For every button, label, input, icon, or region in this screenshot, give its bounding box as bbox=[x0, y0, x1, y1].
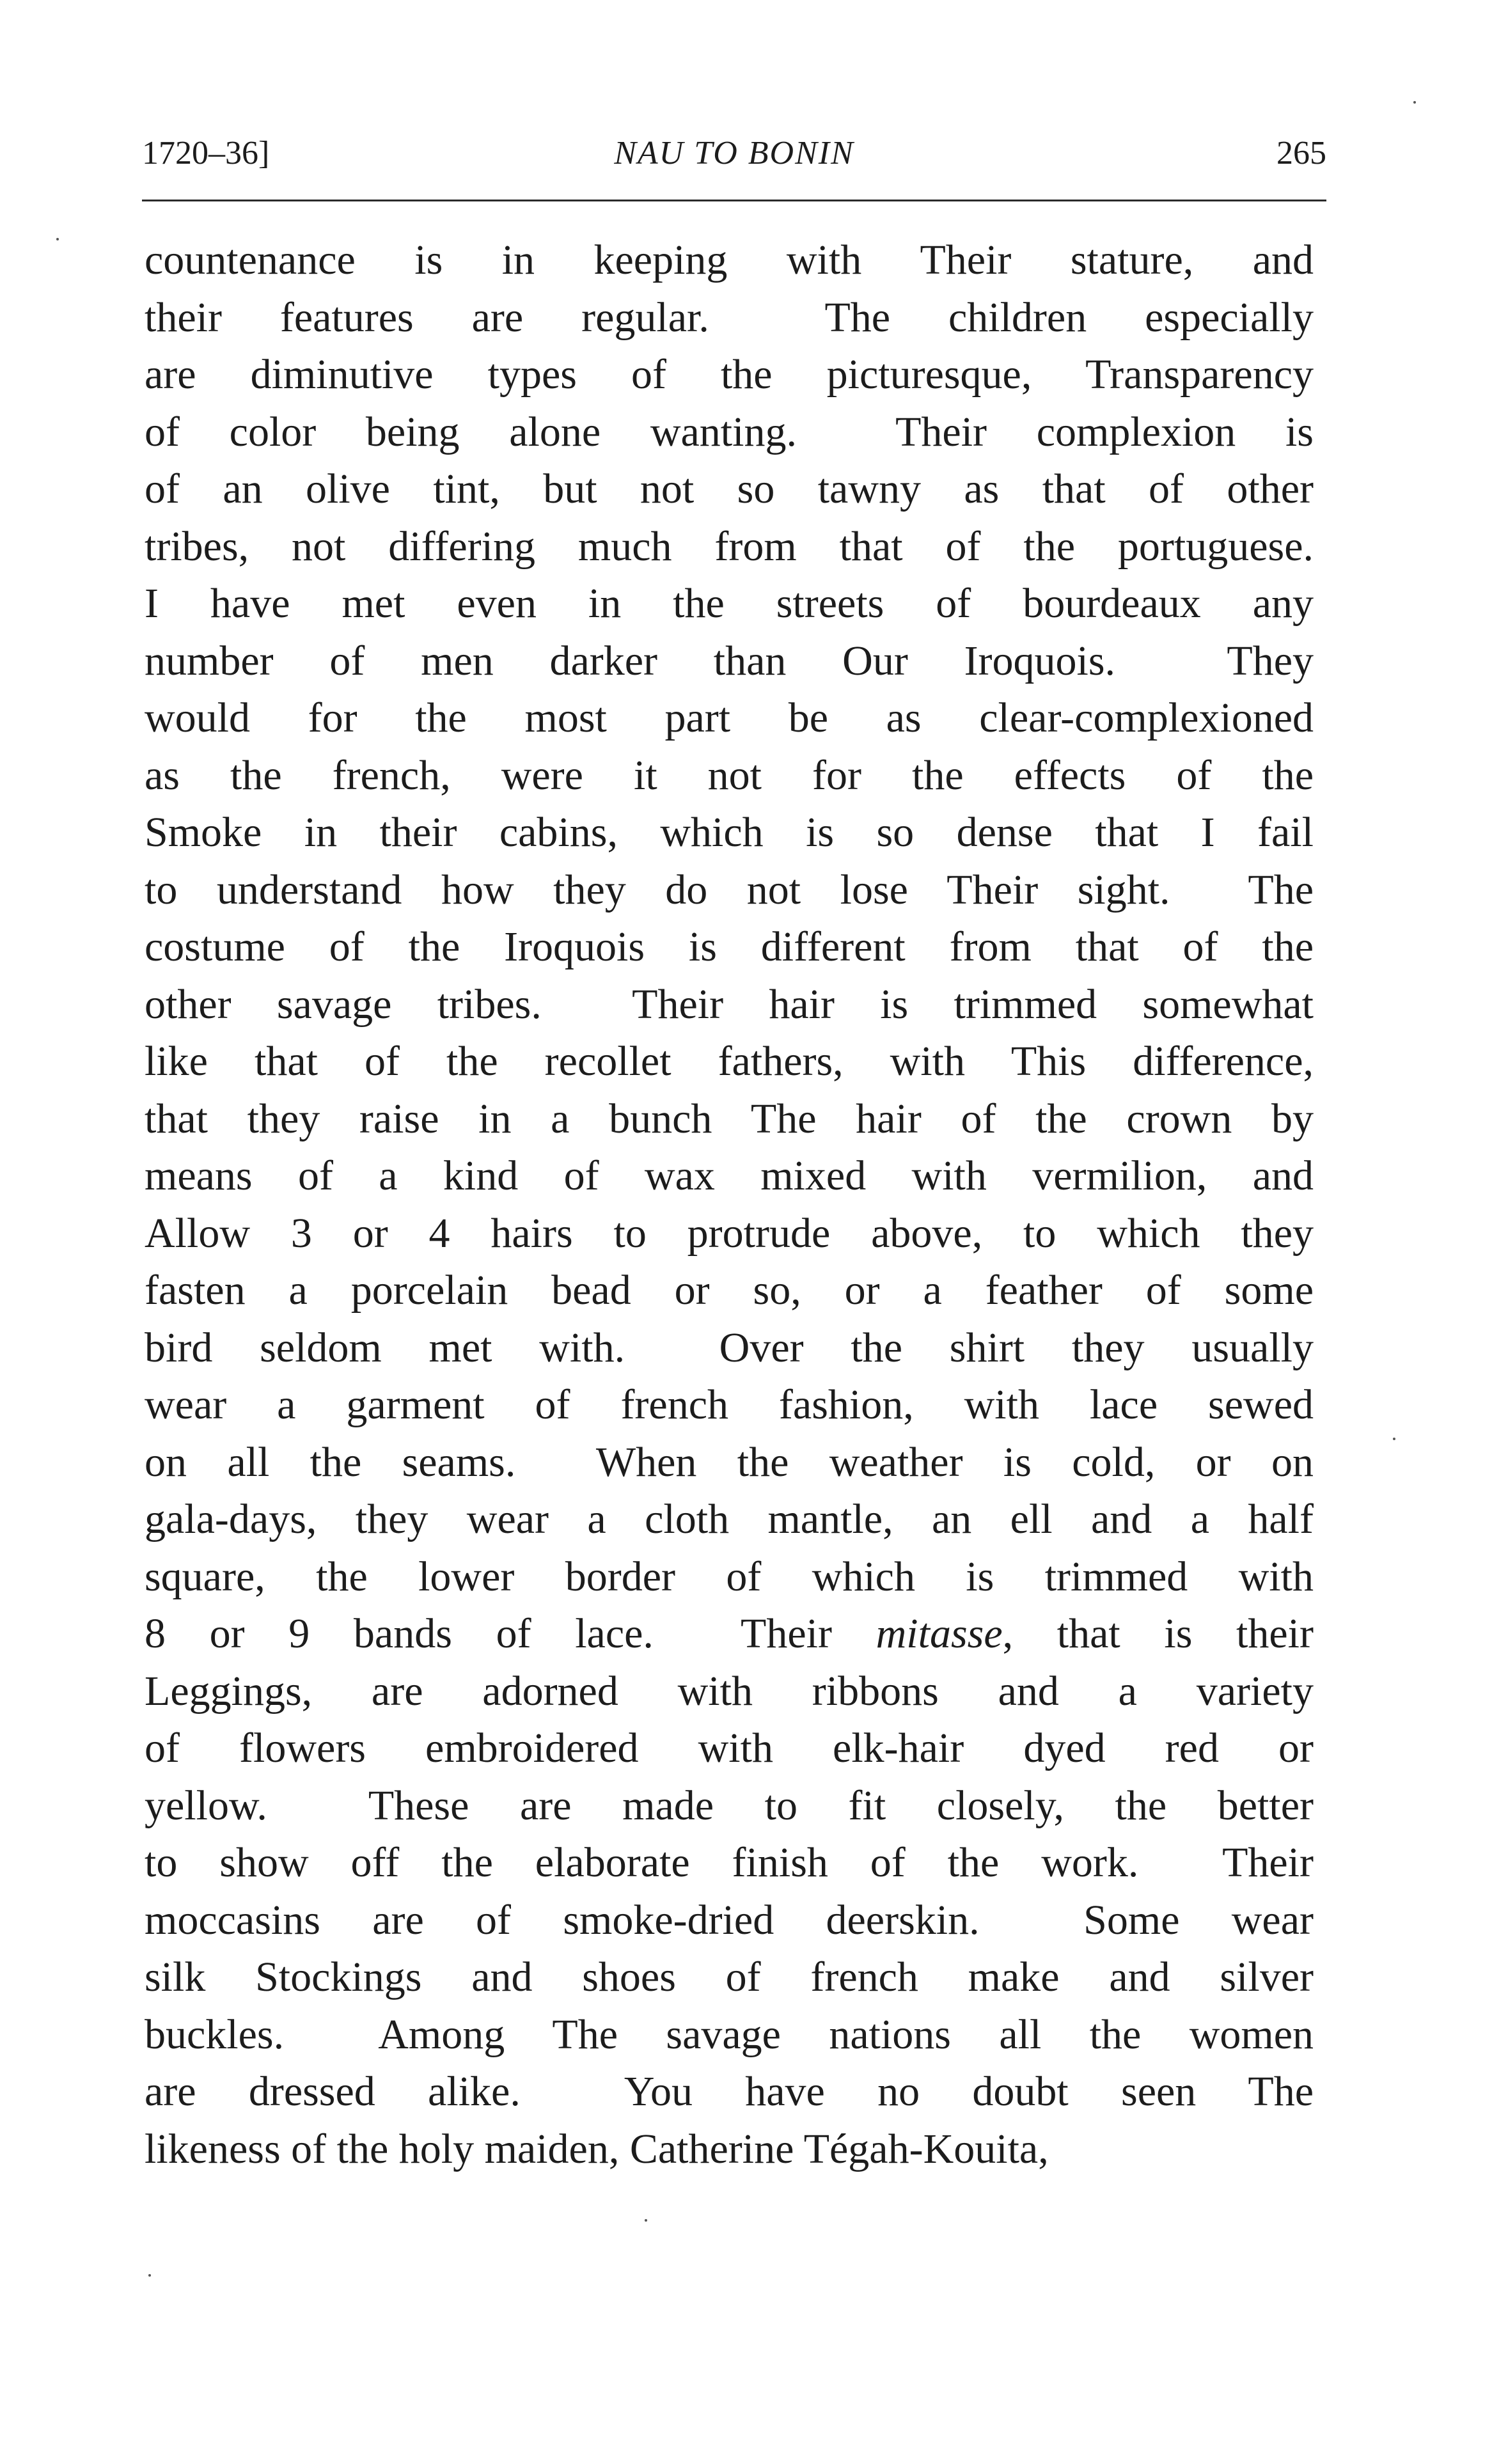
text-line: bird seldom met with. Over the shirt they usually bbox=[145, 1324, 1314, 1371]
text-line: of an olive tint, but not so tawny as that of other bbox=[145, 466, 1314, 512]
text-line: of flowers embroidered with elk-hair dyed red or bbox=[145, 1725, 1314, 1771]
text-line: tribes, not differing much from that of the portuguese. bbox=[145, 522, 1314, 570]
text-line: of color being alone wanting. Their complexion is bbox=[145, 408, 1314, 455]
scan-speck bbox=[645, 2219, 647, 2222]
text-line: their features are regular. The children especially bbox=[145, 294, 1314, 341]
text-line: wear a garment of french fashion, with lace sewed bbox=[145, 1381, 1314, 1428]
text-line: are dressed alike. You have no doubt seen The bbox=[145, 2068, 1314, 2115]
text-line: Leggings, are adorned with ribbons and a variety bbox=[145, 1667, 1314, 1715]
text-line: would for the most part be as clear-complexioned bbox=[145, 694, 1314, 741]
body-text bbox=[145, 231, 1314, 2178]
text-line: Allow 3 or 4 hairs to protrude above, to which they bbox=[145, 1209, 1314, 1257]
text-line: likeness of the holy maiden, Catherine Tégah-Kouita, bbox=[145, 2125, 1049, 2172]
header-rule bbox=[142, 200, 1326, 201]
scan-speck bbox=[56, 238, 59, 240]
text-line: moccasins are of smoke-dried deerskin. Some wear bbox=[145, 1896, 1314, 1943]
text-line: to show off the elaborate finish of the work. Their bbox=[145, 1839, 1314, 1886]
text-line: square, the lower border of which is trimmed with bbox=[145, 1553, 1314, 1600]
text-segment: , that is their bbox=[1002, 1610, 1314, 1657]
text-line: gala-days, they wear a cloth mantle, an ell and a half bbox=[145, 1496, 1314, 1542]
text-line: silk Stockings and shoes of french make and silver bbox=[145, 1954, 1314, 2000]
text-line: yellow. These are made to fit closely, the better bbox=[145, 1782, 1314, 1829]
text-line bbox=[145, 1605, 1314, 1663]
text-line: buckles. Among The savage nations all the women bbox=[145, 2011, 1314, 2058]
text-line: Smoke in their cabins, which is so dense that I fail bbox=[145, 809, 1314, 856]
scan-speck bbox=[1413, 101, 1416, 104]
text-line: fasten a porcelain bead or so, or a feather of some bbox=[145, 1267, 1314, 1314]
text-line: to understand how they do not lose Their sight. The bbox=[145, 866, 1314, 913]
text-line: like that of the recollet fathers, with This difference, bbox=[145, 1038, 1314, 1085]
text-line: costume of the Iroquois is different from that of the bbox=[145, 923, 1314, 970]
text-line: that they raise in a bunch The hair of the crown by bbox=[145, 1095, 1314, 1142]
italic-term: mitasse bbox=[876, 1610, 1003, 1657]
text-line: means of a kind of wax mixed with vermilion, and bbox=[145, 1152, 1314, 1199]
text-line: number of men darker than Our Iroquois. They bbox=[145, 637, 1314, 684]
scan-speck bbox=[148, 2274, 151, 2277]
text-line: as the french, were it not for the effects of the bbox=[145, 751, 1314, 799]
scan-speck bbox=[1393, 1438, 1395, 1440]
running-head bbox=[142, 131, 1326, 176]
text-line: are diminutive types of the picturesque, Transparency bbox=[145, 351, 1314, 398]
date-range: 1720–36] bbox=[142, 135, 270, 171]
text-segment: 8 or 9 bands of lace. Their bbox=[145, 1610, 876, 1657]
page-number: 265 bbox=[1276, 135, 1326, 171]
text-line: on all the seams. When the weather is cold, or on bbox=[145, 1438, 1314, 1486]
text-line: I have met even in the streets of bourdeaux any bbox=[145, 580, 1314, 627]
text-line: other savage tribes. Their hair is trimmed somewhat bbox=[145, 980, 1314, 1028]
running-title: NAU TO BONIN bbox=[614, 135, 854, 171]
text-line: countenance is in keeping with Their stature, and bbox=[145, 237, 1314, 283]
